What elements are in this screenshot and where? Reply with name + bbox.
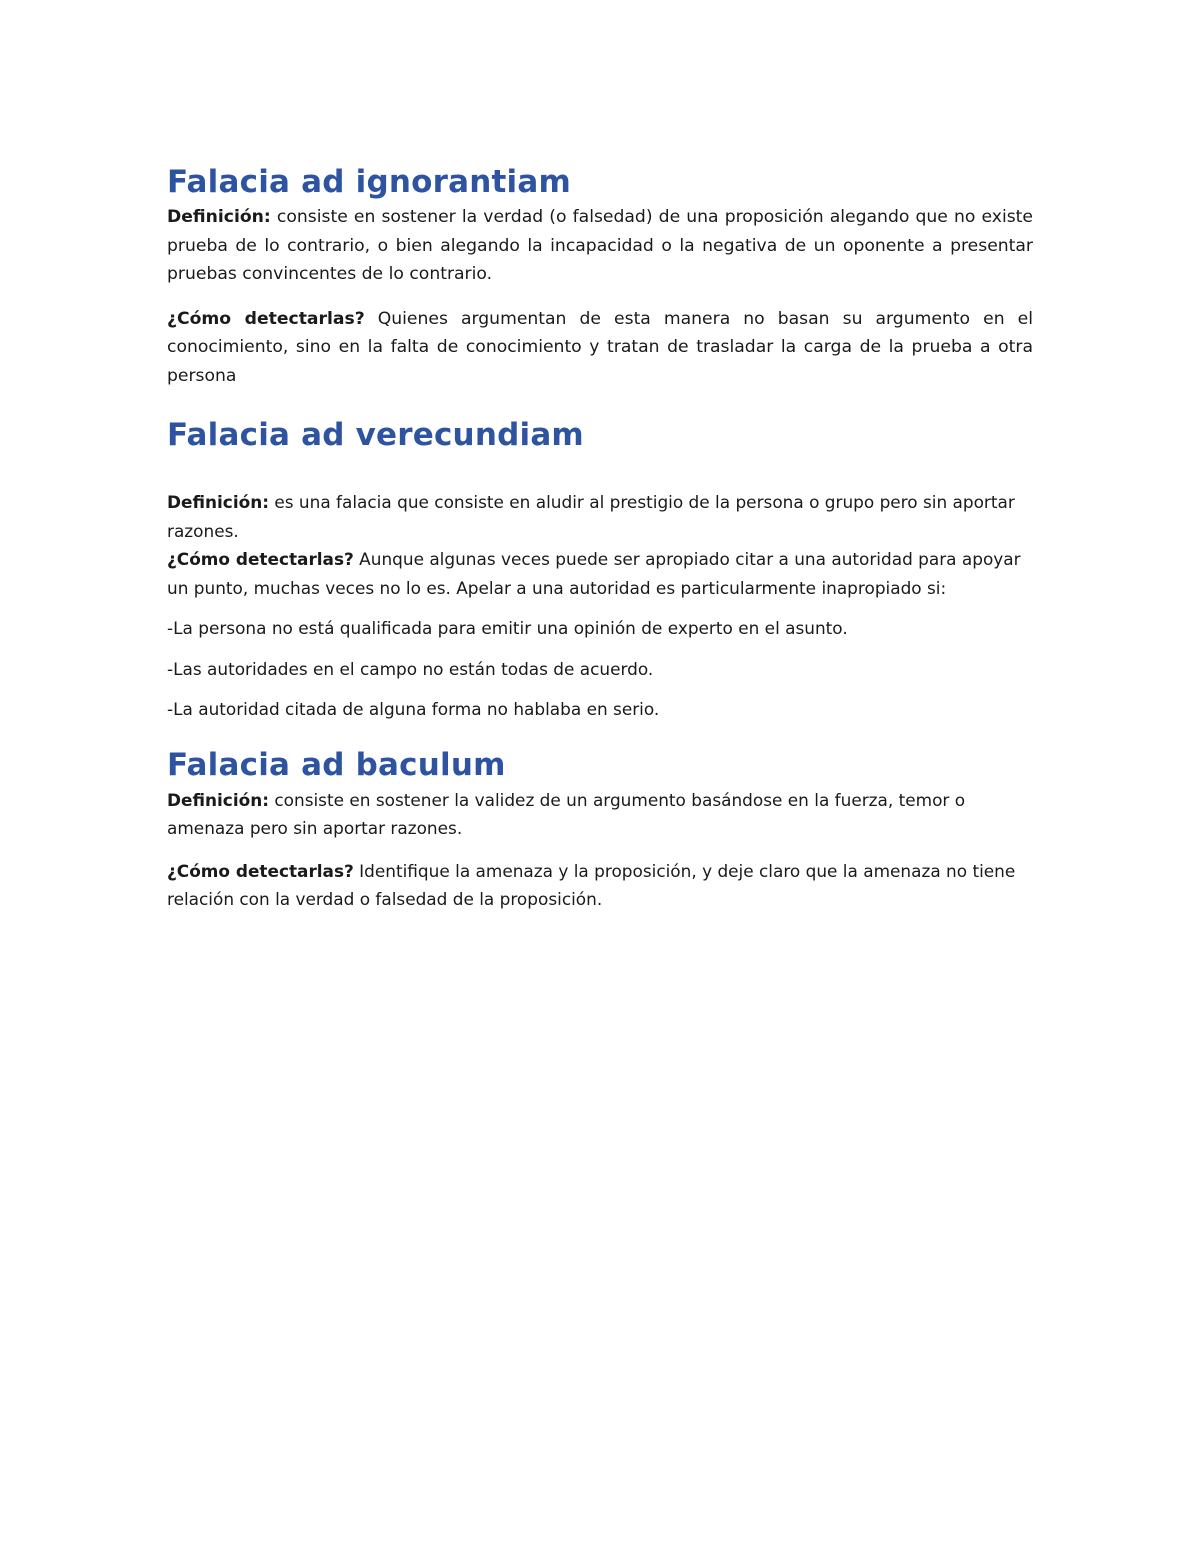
definition-label: Definición: (167, 207, 271, 227)
section-ad-verecundiam (167, 414, 1033, 724)
section-ad-baculum (167, 744, 1033, 914)
definition-paragraph (167, 786, 1033, 843)
definition-text: es una falacia que consiste en aludir al prestigio de la persona o grupo pero sin aportar razones. (167, 492, 1015, 541)
definition-label: Definición: (167, 789, 269, 810)
section-heading: Falacia ad verecundiam (167, 417, 584, 453)
definition-text: consiste en sostener la verdad (o falsedad) de una proposición alegando que no existe prueba de lo contrario, o bien alegando la incapacidad o la negativa de un oponente a presentar pruebas convincentes de lo contrario. (167, 207, 1033, 284)
document-body (167, 158, 1033, 914)
section-ad-ignorantiam (167, 161, 1033, 390)
section-heading: Falacia ad ignorantiam (167, 164, 571, 200)
list-item: -La autoridad citada de alguna forma no hablaba en serio. (167, 699, 660, 719)
detection-label: ¿Cómo detectarlas? (167, 860, 354, 881)
list-item: -Las autoridades en el campo no están todas de acuerdo. (167, 658, 654, 679)
definition-paragraph (167, 488, 1033, 545)
list-item: -La persona no está qualificada para emitir una opinión de experto en el asunto. (167, 618, 848, 638)
detection-label: ¿Cómo detectarlas? (167, 308, 365, 329)
detection-label: ¿Cómo detectarlas? (167, 549, 354, 569)
section-heading: Falacia ad baculum (167, 746, 506, 783)
detection-text: Aunque algunas veces puede ser apropiado citar a una autoridad para apoyar un punto, muchas veces no lo es. Apelar a una autoridad es particularmente inapropiado si: (167, 549, 1021, 598)
definition-label: Definición: (167, 492, 269, 512)
detection-text: Quienes argumentan de esta manera no basan su argumento en el conocimiento, sino en la falta de conocimiento y tratan de trasladar la carga de la prueba a otra persona (167, 308, 1033, 386)
definition-text: consiste en sostener la validez de un argumento basándose en la fuerza, temor o amenaza pero sin aportar razones. (167, 789, 966, 838)
detection-paragraph (167, 857, 1033, 914)
definition-paragraph (167, 203, 1033, 289)
detection-paragraph (167, 305, 1033, 391)
detection-text: Identifique la amenaza y la proposición, y deje claro que la amenaza no tiene relación con la verdad o falsedad de la proposición. (167, 860, 1016, 909)
detection-paragraph (167, 545, 1033, 602)
